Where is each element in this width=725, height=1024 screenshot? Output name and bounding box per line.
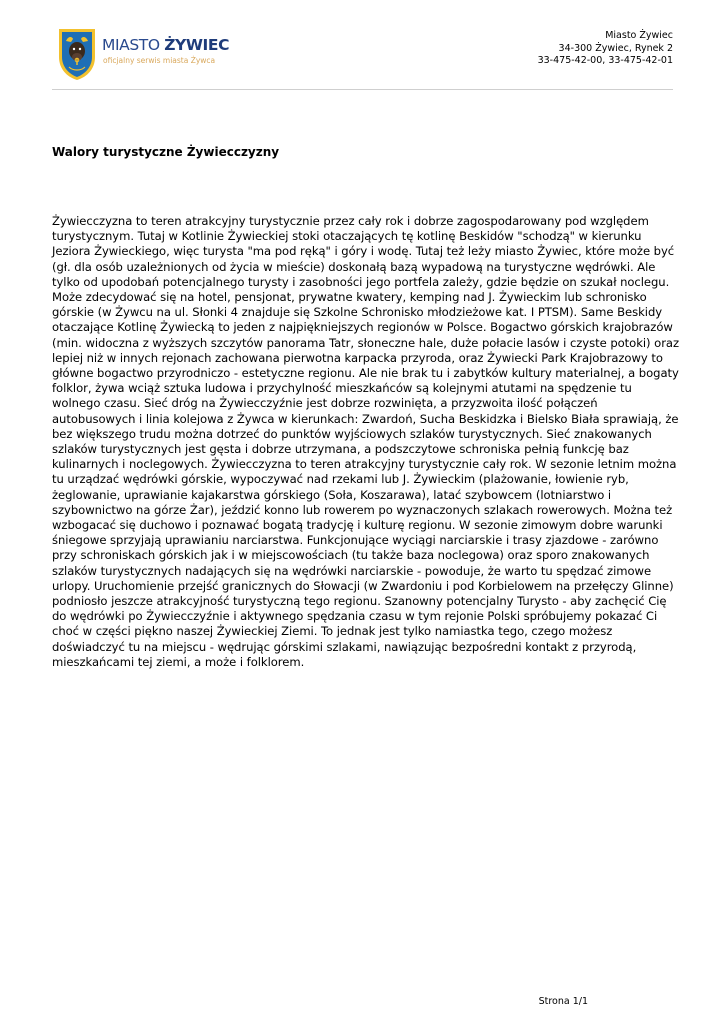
site-logo-subtitle: oficjalny serwis miasta Żywca [103,56,216,65]
article-body: Żywiecczyzna to teren atrakcyjny turystycznie przez cały rok i dobrze zagospodarowany pod względem turystycznym. Tutaj w Kotlinie Żywieckiej stoki otaczających tę kotlinę Beskidów "schodzą" w kierunku Jeziora Żywieckiego, więc turysta "ma pod ręką" i góry i wodę. Tutaj też leży miasto Żywiec, które może być (gł. dla osób uzależnionych od życia w mieście) doskonałą bazą wypadową na turystyczne wędrówki. Ale tylko od upodobań potencjalnego turysty i zasobności jego portfela zależy, gdzie będzie on szukał noclegu. Może zdecydować się na hotel, pensjonat, prywatne kwatery, kemping nad J. Żywieckim lub schronisko górskie (w Żywcu na ul. Słonki 4 znajduje się Szkolne Schronisko młodzieżowe kat. I PTSM). Same Beskidy otaczające Kotlinę Żywiecką to jeden z najpiękniejszych regionów w Polsce. Bogactwo górskich krajobrazów (min. widoczna z wyższych szczytów panorama Tatr, słoneczne hale, duże połacie lasów i czyste potoki) oraz lepiej niż w innych rejonach zachowana pierwotna karpacka przyroda, oraz Żywiecki Park Krajobrazowy to główne bogactwo przyrodniczo - estetyczne regionu. Ale nie brak tu i zabytków kultury materialnej, a bogaty folklor, żywa wciąż sztuka ludowa i przychylność mieszkańców są kolejnymi atutami na spędzenie tu wolnego czasu. Sieć dróg na Żywiecczyźnie jest dobrze rozwinięta, a przyzwoita ilość połączeń autobusowych i linia kolejowa z Żywca w kierunkach: Zwardoń, Sucha Beskidzka i Bielsko Biała sprawiają, że bez większego trudu można dotrzeć do punktów wyjściowych szlaków turystycznych. Sieć znakowanych szlaków turystycznych jest gęsta i dobrze utrzymana, a podszczytowe schroniska pełnią funkcję baz kulinarnych i noclegowych. Żywiecczyzna to teren atrakcyjny turystycznie cały rok. W sezonie letnim można tu urządzać wędrówki górskie, wypoczywać nad rzekami lub J. Żywieckim (plażowanie, łowienie ryb, żeglowanie, uprawianie kajakarstwa górskiego (Soła, Koszarawa), latać szybowcem (lotniarstwo i szybownictwo na górze Żar), jeździć konno lub rowerem po wyznaczonych szlakach rowerowych. Można też wzbogacać się duchowo i poznawać bogatą tradycję i kulturę regionu. W sezonie zimowym dobre warunki śniegowe sprzyjają uprawianiu narciarstwa. Funkcjonujące wyciągi narciarskie i trasy zjazdowe - zarówno przy schroniskach górskich jak i w miejscowościach (tu także baza noclegowa) oraz sporo znakowanych szlaków turystycznych nadających się na wędrówki narciarskie - powoduje, że warto tu spędzać zimowe urlopy. Uruchomienie przejść granicznych do Słowacji (w Zwardoniu i pod Korbielowem na przełęczy Glinne) podniosło jeszcze atrakcyjność turystyczną tego regionu. Szanowny potencjalny Turysto - aby zachęcić Cię do wędrówki po Żywiecczyźnie i aktywnego spędzania czasu w tym rejonie Polski spróbujemy pokazać Ci choć w części piękno naszej Żywieckiej Ziemi. To jednak jest tylko namiastka tego, czego możesz doświadczyć tu na miejscu - wędrując górskimi szlakami, nawiązując bezpośredni kontakt z przyrodą, mieszkańcami tej ziemi, a może i folklorem. [52,214,680,669]
site-logo[interactable] [57,27,230,83]
article-title: Walory turystyczne Żywiecczyzny [52,145,280,159]
zywiec-coat-of-arms-icon [57,27,97,81]
contact-city: Miasto Żywiec [605,30,673,41]
page-number: Strona 1/1 [538,996,588,1007]
site-logo-title-part2: ŻYWIEC [164,36,230,54]
site-logo-title-part1: MIASTO [102,36,165,54]
site-logo-title [102,36,229,54]
contact-address: 34-300 Żywiec, Rynek 2 [558,42,673,54]
contact-phones: 33-475-42-00, 33-475-42-01 [537,55,673,66]
header-divider [52,89,673,90]
contact-info [538,30,673,68]
